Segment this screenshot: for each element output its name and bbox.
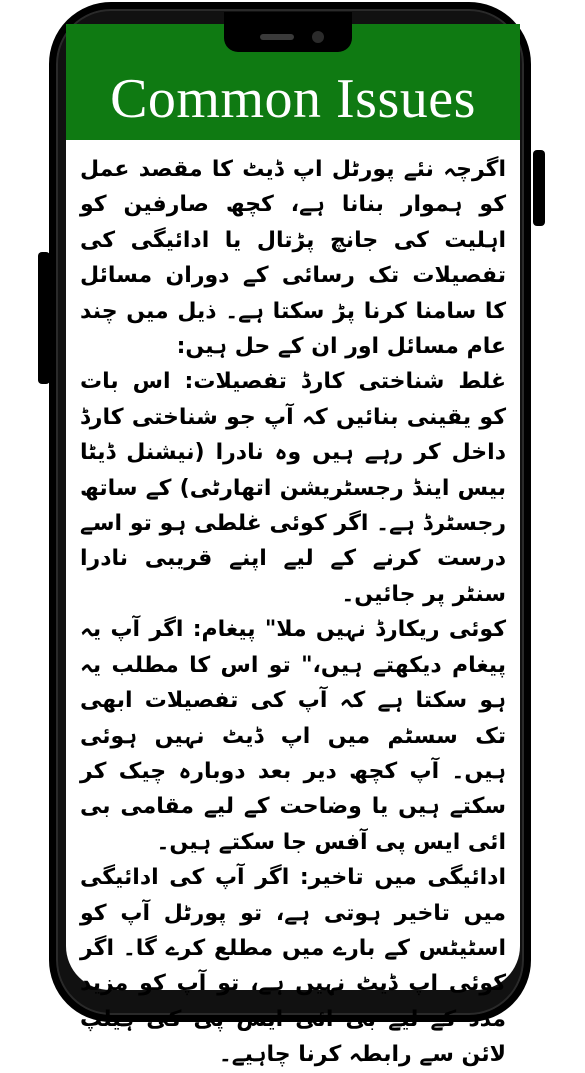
intro-paragraph: اگرچہ نئے پورٹل اپ ڈیٹ کا مقصد عمل کو ہموار بنانا ہے، کچھ صارفین کو اہلیت کی جانچ پڑتال یا ادائیگی کی تفصیلات تک رسائی کے دوران مسائل کا سامنا کرنا پڑ سکتا ہے۔ ذیل میں چند عام مسائل اور ان کے حل ہیں: xyxy=(80,157,506,360)
page-title: Common Issues xyxy=(110,68,476,130)
front-camera-icon xyxy=(312,31,324,43)
phone-screen xyxy=(66,24,520,1068)
power-button xyxy=(533,150,545,226)
payment-delay-issue-paragraph: ادائیگی میں تاخیر: اگر آپ کی ادائیگی میں تاخیر ہوتی ہے، تو پورٹل آپ کو اسٹیٹس کے بارے میں مطلع کرے گا۔ اگر کوئی اپ ڈیٹ نہیں ہے، تو آپ کو مزید مدد کے لیے بی ائی ایس پی کی ہیلپ لائن سے رابطہ کرنا چاہیے۔ xyxy=(80,865,506,1068)
speaker-icon xyxy=(260,34,294,40)
phone-notch xyxy=(224,12,352,52)
id-card-issue-paragraph: غلط شناختی کارڈ تفصیلات: اس بات کو یقینی بنائیں کہ آپ جو شناختی کارڈ داخل کر رہے ہیں وہ نادرا (نیشنل ڈیٹا بیس اینڈ رجسٹریشن اتھارٹی) کے ساتھ رجسٹرڈ ہے۔ اگر کوئی غلطی ہو تو اسے درست کرنے کے لیے اپنے قریبی نادرا سنٹر پر جائیں۔ xyxy=(80,369,506,607)
no-record-issue-paragraph: کوئی ریکارڈ نہیں ملا" پیغام: اگر آپ یہ پیغام دیکھتے ہیں،" تو اس کا مطلب یہ ہو سکتا ہے کہ آپ کی تفصیلات ابھی تک سسٹم میں اپ ڈیٹ نہیں ہوئی ہیں۔ آپ کچھ دیر بعد دوبارہ چیک کر سکتے ہیں یا وضاحت کے لیے مقامی بی ائی ایس پی آفس جا سکتے ہیں۔ xyxy=(80,617,506,855)
article-body xyxy=(80,152,506,1073)
